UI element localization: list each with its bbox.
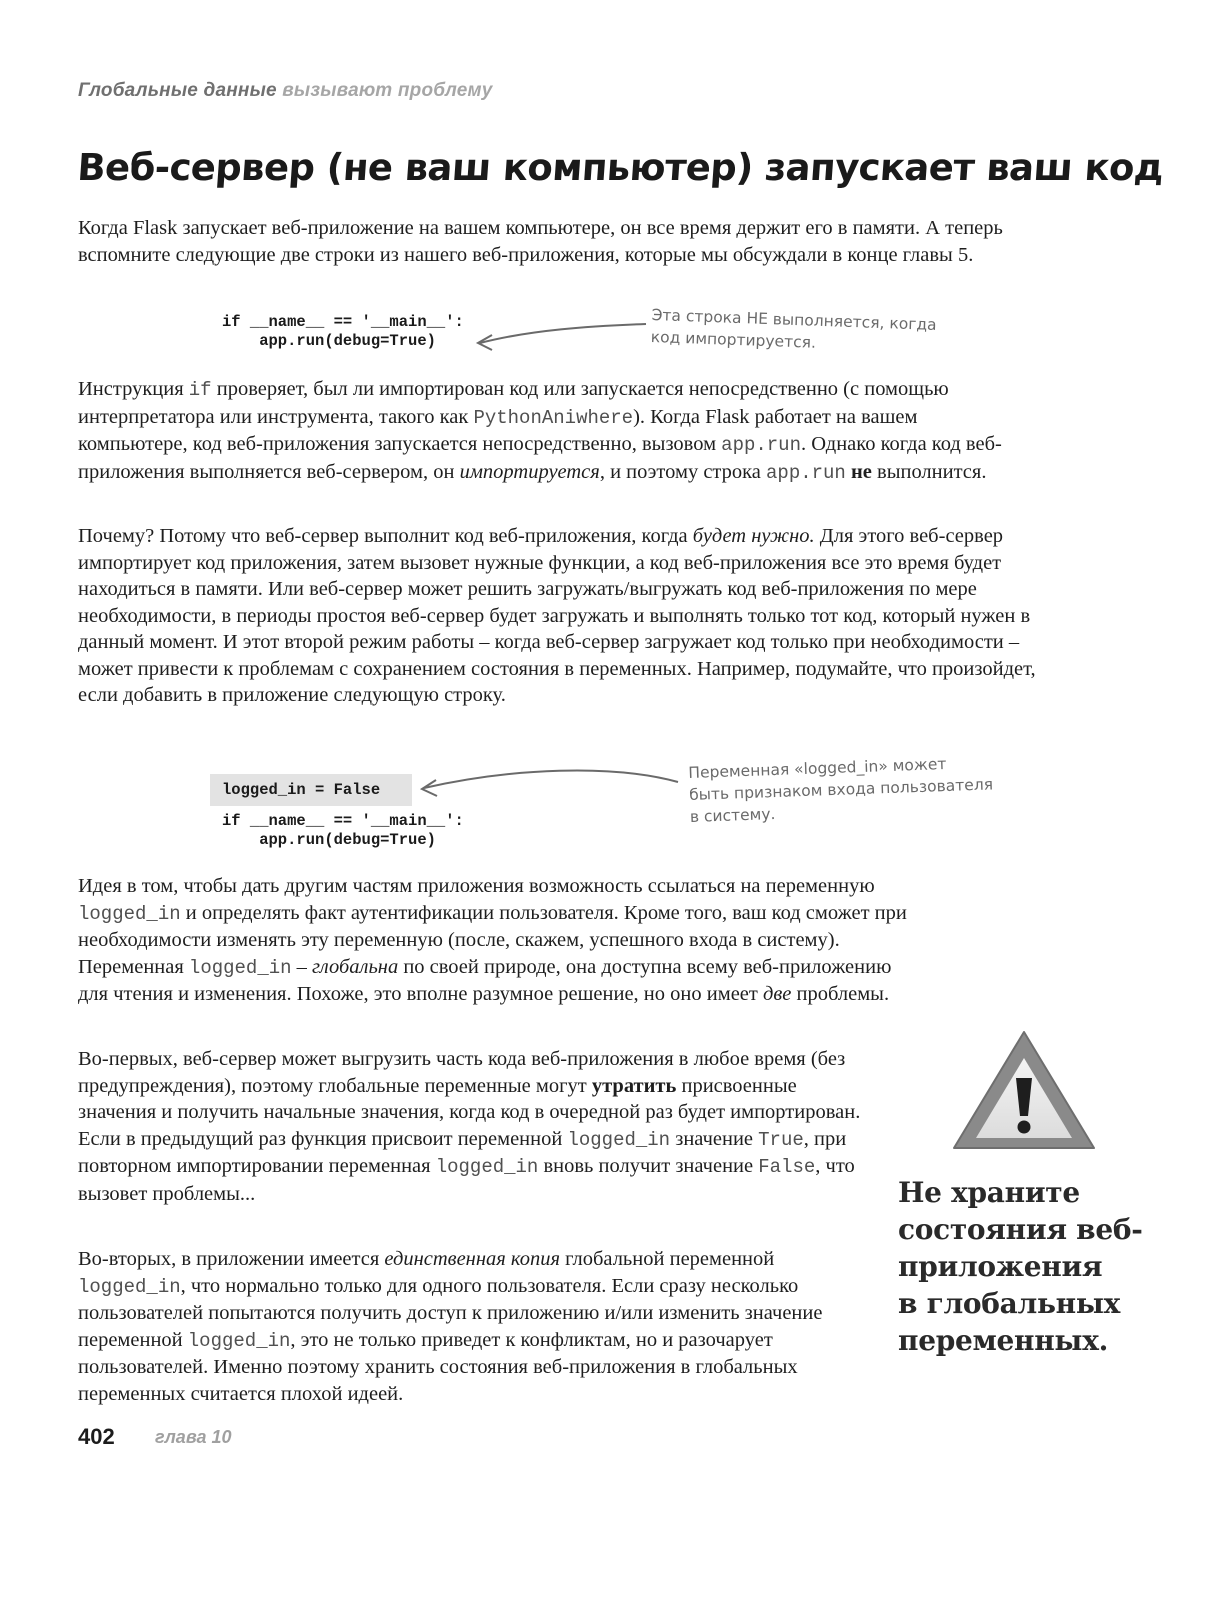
paragraph-6: Во-вторых, в приложении имеется единственная копия глобальной переменной logged_in, что нормально только для одного пользователя. Если сразу несколько пользователей попытаются получить доступ к приложению и/или изменить значение переменной logged_in, это не только приведет к конфликтам, но и разочарует пользователей. Именно поэтому хранить состояния веб-приложения в глобальных переменных считается плохой идеей. <box>78 1248 823 1405</box>
paragraph-3: Почему? Потому что веб-сервер выполнит код веб-приложения, когда будет нужно. Для этого веб-сервер импортирует код приложения, затем вызовет нужные функции, а код веб-приложения все это время будет находиться в памяти. Или веб-сервер может решить загружать/выгружать код веб-приложения по мере необходимости, в периоды простоя веб-сервер будет загружать и выполнять только тот код, который нужен в данный момент. И этот второй режим работы – когда веб-сервер загружает код только при необходимости – может привести к проблемам с сохранением состояния в переменных. Например, подумайте, что произойдет, если добавить в приложение следующую строку. <box>78 525 1036 706</box>
page-number: 402 <box>78 1424 115 1449</box>
sidebar-line: приложения <box>898 1250 1103 1283</box>
paragraph-5: Во-первых, веб-сервер может выгрузить часть кода веб-приложения в любое время (без предупреждения), поэтому глобальные переменные могут утратить присвоенные значения и получить начальные значения, когда код в очередной раз будет импортирован. Если в предыдущий раз функция присвоит переменной logged_in значение True, при повторном импортировании переменная logged_in вновь получит значение False, что вызовет проблемы... <box>78 1048 861 1205</box>
code-block-1 <box>222 313 464 351</box>
paragraph-2: Инструкция if проверяет, был ли импортирован код или запускается непосредственно (с помощью интерпретатора или инструмента, такого как PythonAniwhere). Когда Flask работает на вашем компьютере, код веб-приложения запускается непосредственно, вызовом app.run. Однако когда код веб-приложения выполняется веб-сервером, он импортируется, и поэтому строка app.run не выполнится. <box>78 378 1002 484</box>
annotation-2-line: Переменная «logged_in» может <box>688 754 947 782</box>
sidebar-line: в глобальных <box>898 1287 1120 1320</box>
annotation-arrow-2 <box>412 762 682 802</box>
code-line: if __name__ == '__main__': <box>222 313 464 331</box>
paragraph-1: Когда Flask запускает веб-приложение на вашем компьютере, он все время держит его в памяти. А теперь вспомните следующие две строки из нашего веб-приложения, которые мы обсуждали в конце главы 5. <box>78 217 1003 266</box>
sidebar-line: Не храните <box>898 1176 1080 1209</box>
annotation-arrow-1 <box>470 318 650 358</box>
sidebar-line: состояния веб- <box>898 1213 1143 1246</box>
annotation-1-line: код импортируется. <box>650 327 817 352</box>
annotation-2 <box>688 751 994 828</box>
code-line: if __name__ == '__main__': <box>222 812 464 830</box>
running-head-sub: вызывают проблему <box>276 80 493 101</box>
sidebar-warning-text <box>898 1174 1198 1359</box>
code-line: logged_in = False <box>222 781 381 799</box>
annotation-2-line: быть признаком входа пользователя <box>688 775 994 804</box>
code-line: app.run(debug=True) <box>222 332 436 350</box>
paragraph-4: Идея в том, чтобы дать другим частям приложения возможность ссылаться на переменную logged_in и определять факт аутентификации пользователя. Кроме того, ваш код сможет при необходимости изменять эту переменную (после, скажем, успешного входа в систему). Переменная logged_in – глобальна по своей природе, она доступна всему веб-приложению для чтения и изменения. Похоже, это вполне разумное решение, но оно имеет две проблемы. <box>78 875 907 1005</box>
code-line: app.run(debug=True) <box>222 831 436 849</box>
warning-triangle-icon <box>950 1028 1098 1153</box>
annotation-2-line: в систему. <box>689 804 776 826</box>
annotation-1-line: Эта строка НЕ выполняется, когда <box>651 305 937 334</box>
page-title: Веб-сервер (не ваш компьютер) запускает ваш код <box>76 146 1165 189</box>
sidebar-line: переменных. <box>898 1324 1109 1357</box>
annotation-1 <box>650 304 937 358</box>
running-head-main: Глобальные данные <box>78 80 277 101</box>
running-head <box>78 80 493 102</box>
chapter-label: глава 10 <box>155 1427 232 1447</box>
